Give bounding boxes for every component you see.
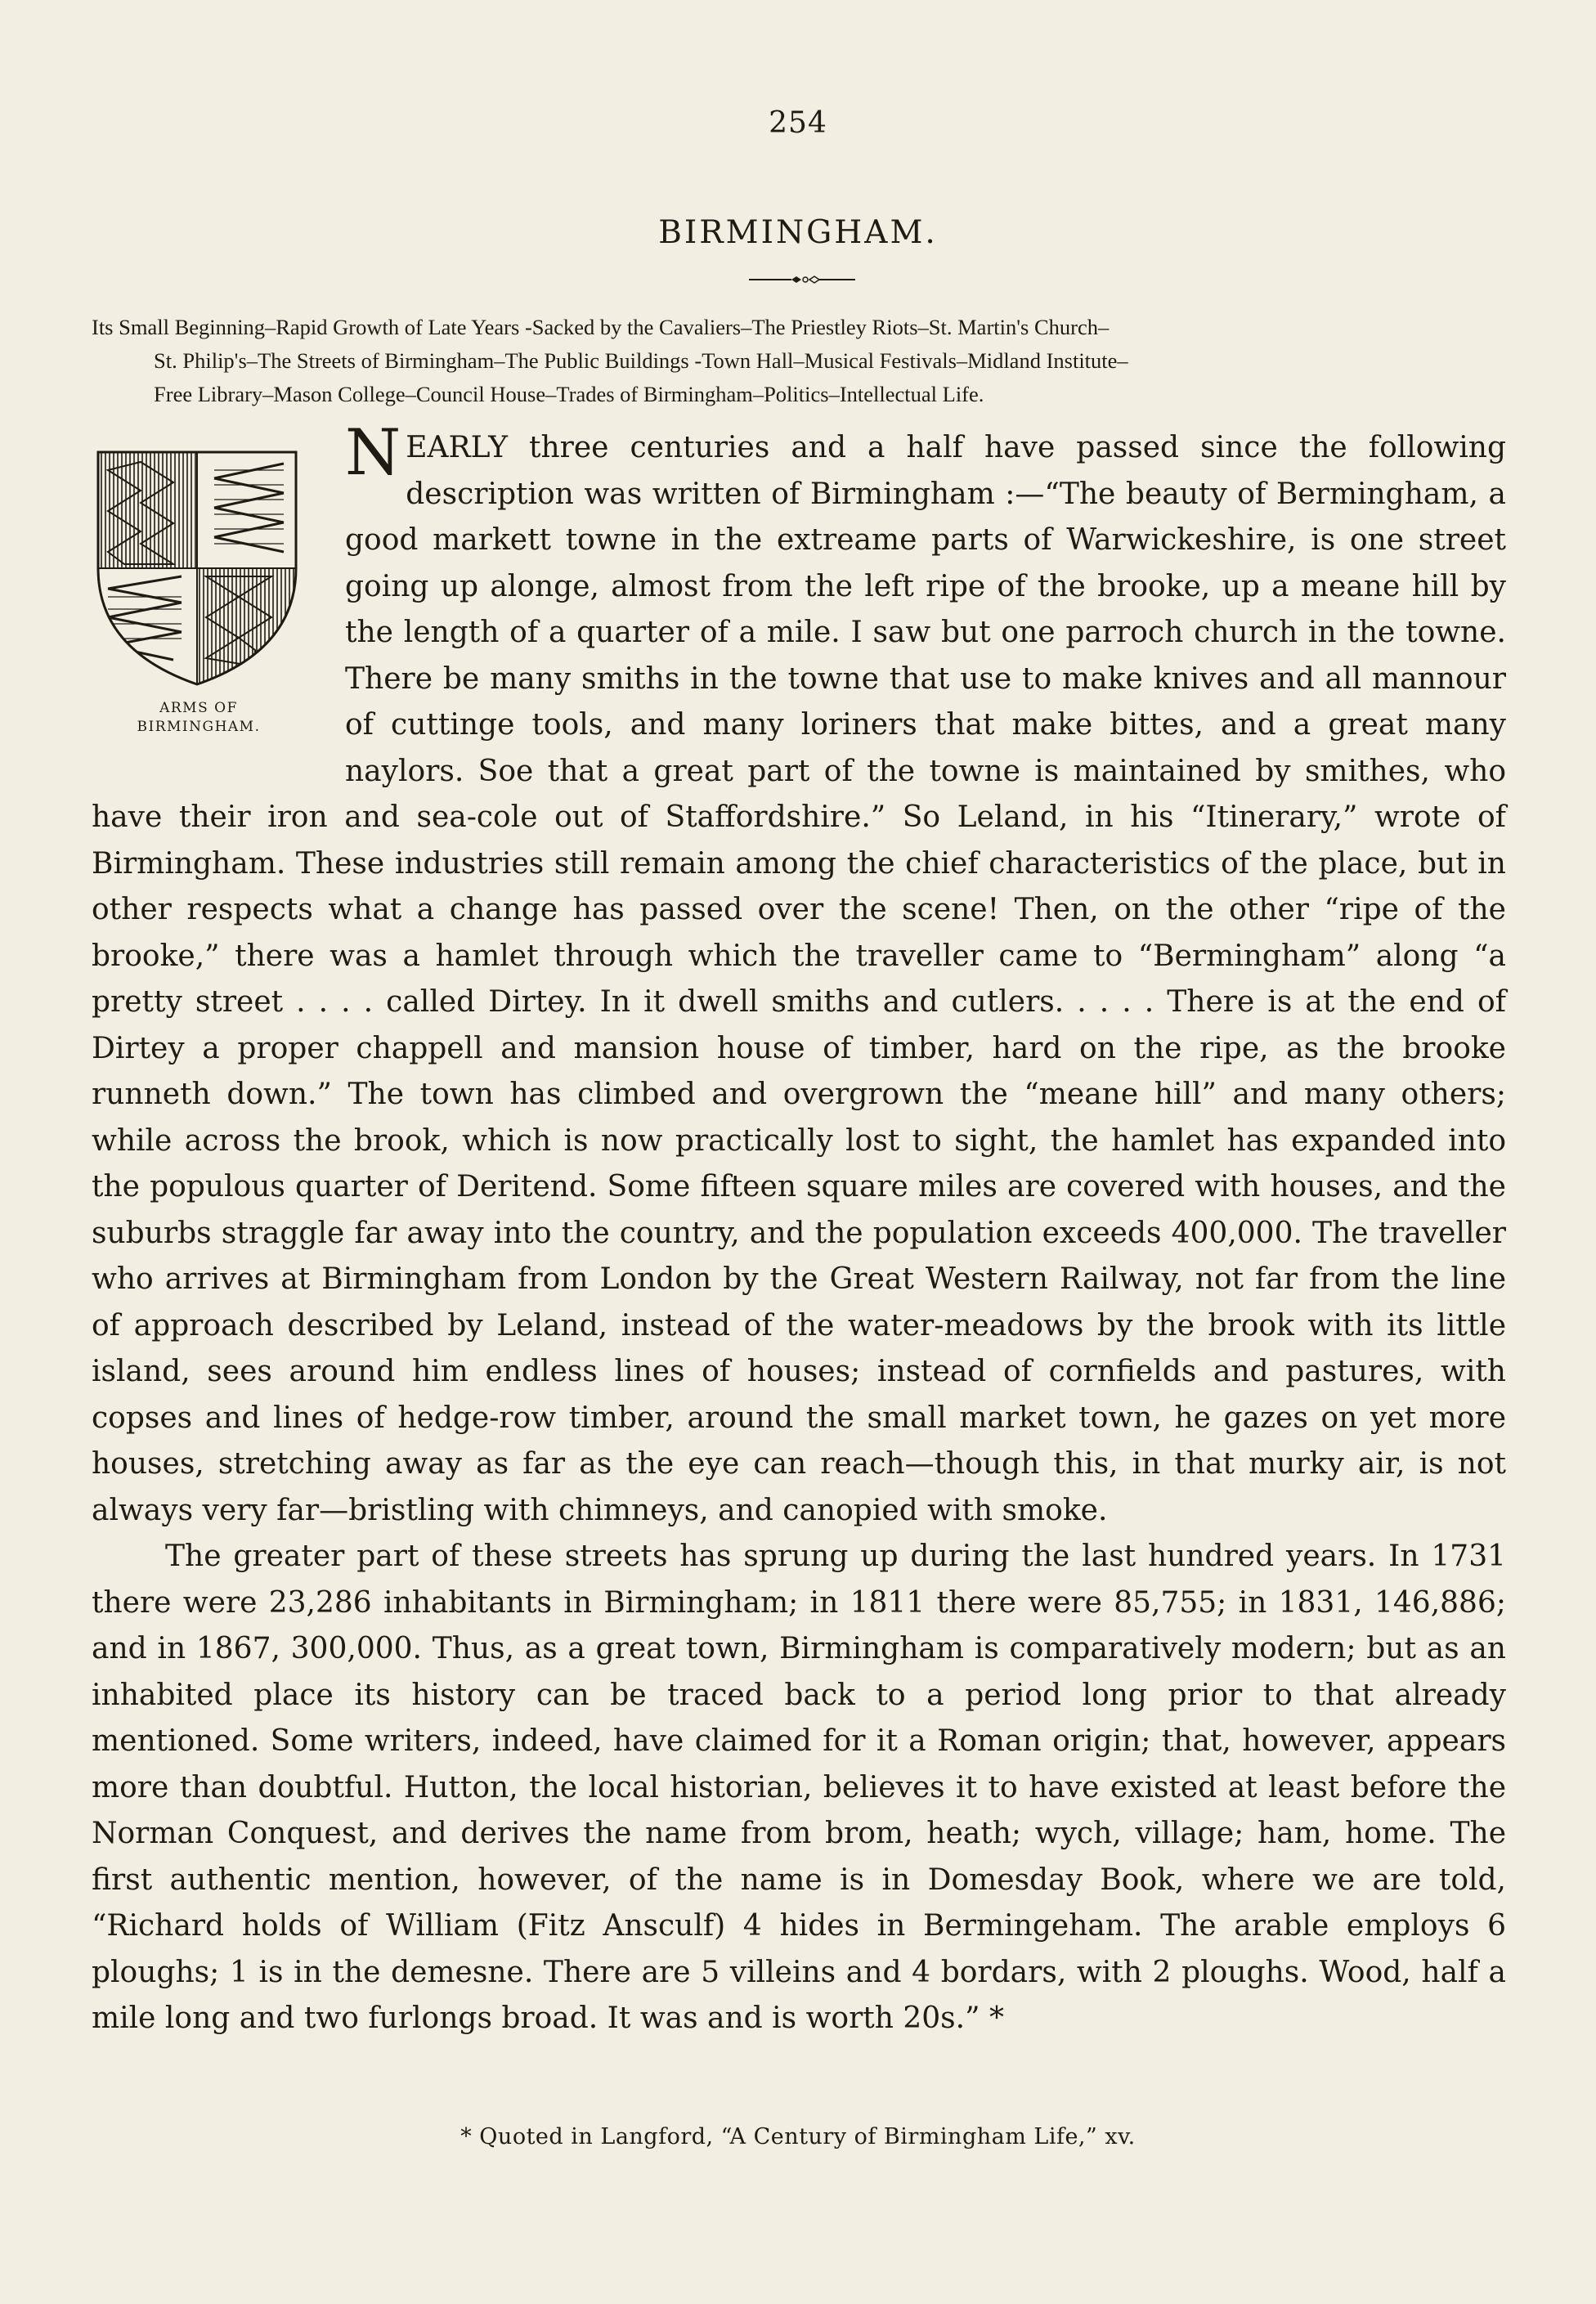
synopsis-line: Free Library–Mason College–Council House–Trades of Birmingham–Politics–Intellectual Life. — [154, 382, 984, 406]
article-body — [92, 416, 1506, 2042]
arms-caption-line: ARMS OF — [159, 700, 238, 716]
footnote: * Quoted in Langford, “A Century of Birmingham Life,” xv. — [460, 2124, 1136, 2149]
title-ornament — [749, 274, 855, 285]
page-number: 254 — [769, 106, 827, 140]
paragraph: The greater part of these streets has sprung up during the last hundred years. In 1731 there were 23,286 inhabitants in Birmingham; in 1811 there were 85,755; in 1831, 146,886; and in 1867, 300,000. Thus, as a great town, Birmingham is comparatively modern; but as an inhabited place its history can be traced back to a period long prior to that already mentioned. Some writers, indeed, have claimed for it a Roman origin; that, however, appears more than doubtful. Hutton, the local historian, believes it to have existed at least before the Norman Conquest, and derives the name from brom, heath; wych, village; ham, home. The first authentic mention, however, of the name is in Domesday Book, where we are told, “Richard holds of William (Fitz Ansculf) 4 hides in Bermingeham. The arable employs 6 ploughs; 1 is in the demesne. There are 5 villeins and 4 bordars, with 2 ploughs. Wood, half a mile long and two furlongs broad. It was and is worth 20s.” * — [92, 1540, 1506, 2035]
drop-cap: N — [345, 416, 401, 490]
arms-caption-line: BIRMINGHAM. — [137, 719, 261, 735]
chapter-title: BIRMINGHAM. — [658, 214, 938, 251]
synopsis-line: St. Philip's–The Streets of Birmingham–The Public Buildings -Town Hall–Musical Festivals–Midland Institute– — [154, 348, 1128, 373]
synopsis-line: Its Small Beginning–Rapid Growth of Late Years -Sacked by the Cavaliers–The Priestley Riots–St. Martin's Church– — [92, 315, 1110, 339]
chapter-synopsis — [92, 311, 1510, 411]
paragraph-text: EARLY three centuries and a half have passed since the following description was written of Birmingham :—“The beauty of Bermingham, a good markett towne in the extreame parts of Warwickeshire, is one street going up alonge, almost from the left ripe of the brooke, up a meane hill by the length of a quarter of a mile. I saw but one parroch church in the towne. There be many smiths in the towne that use to make knives and all mannour of cuttinge tools, and many loriners that make bittes, and a great many naylors. Soe that a great part of the towne is maintained by smithes, who have their iron and sea-cole out of Staffordshire.” So Leland, in his “Itinerary,” wrote of Birmingham. These industries still remain among the chief characteristics of the place, but in other respects what a change has passed over the scene! Then, on the other “ripe of the brooke,” there was a hamlet through which the traveller came to “Bermingham” along “a pretty street . . . . called Dirtey. In it dwell smiths and cutlers. . . . . There is at the end of Dirtey a proper chappell and mansion house of timber, hard on the ripe, as the brooke runneth down.” The town has climbed and overgrown the “meane hill” and many others; while across the brook, which is now practically lost to sight, the hamlet has expanded into the populous quarter of Deritend. Some fifteen square miles are covered with houses, and the suburbs straggle far away into the country, and the population exceeds 400,000. The traveller who arrives at Birmingham from London by the Great Western Railway, not far from the line of approach described by Leland, instead of the water-meadows by the brook with its little island, sees around him endless lines of houses; instead of cornfields and pastures, with copses and lines of hedge-row timber, around the small market town, he gazes on yet more houses, stretching away as far as the eye can reach—though this, in that murky air, is not always very far—bristling with chimneys, and canopied with smoke. — [92, 431, 1506, 1527]
